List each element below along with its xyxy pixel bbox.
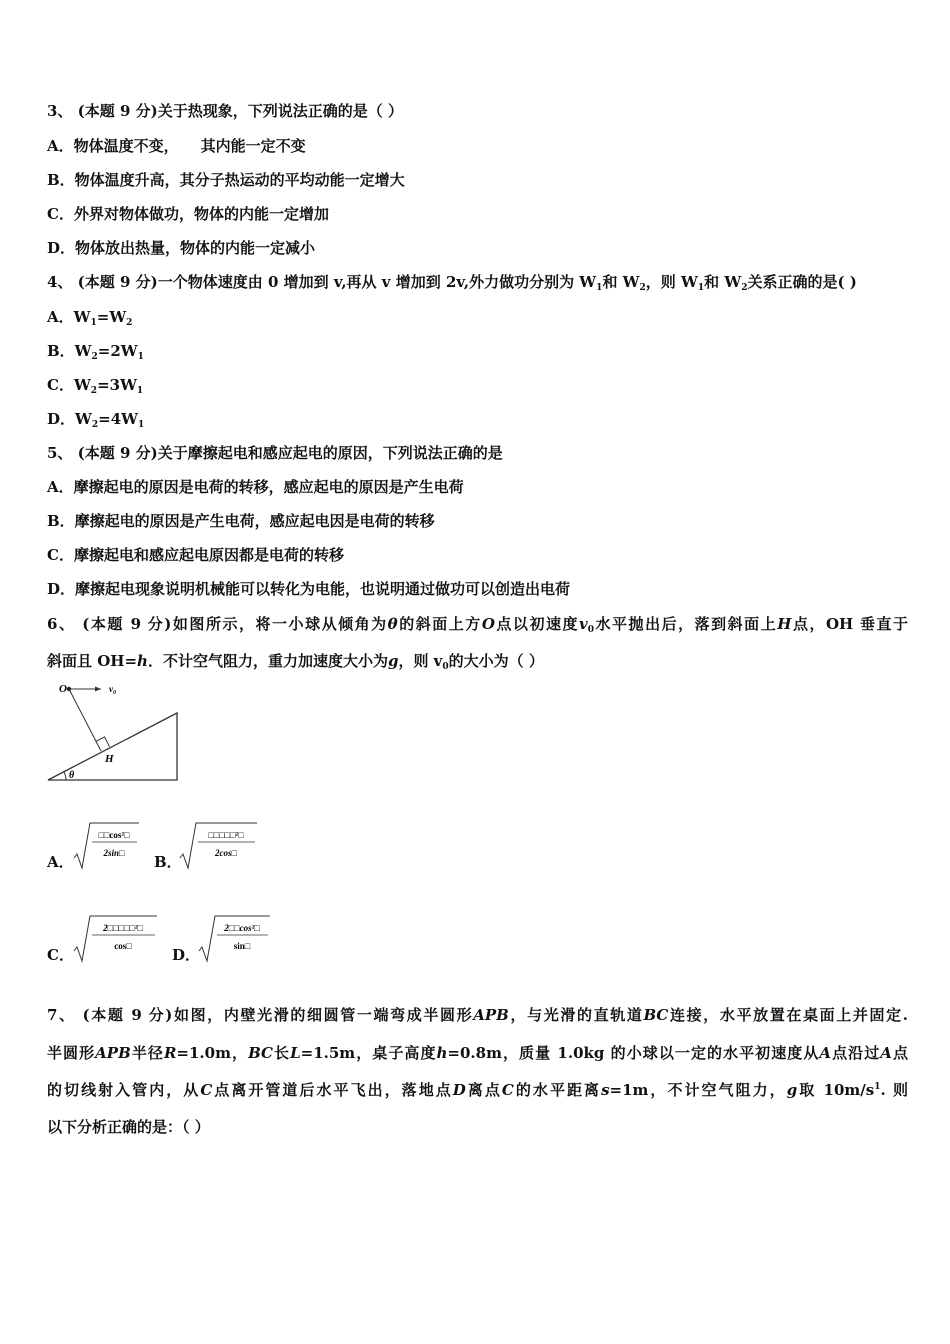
r-symbol: R (163, 1044, 177, 1062)
opt-text: D．W (47, 410, 92, 428)
oh-line (69, 689, 101, 751)
point-h: H (777, 615, 792, 633)
sub: 1 (136, 386, 144, 396)
label-h: H (105, 753, 114, 765)
q6-formula-a (72, 820, 142, 870)
q3-option-a-text: A．物体温度不变， (47, 137, 179, 155)
q7-stem-line2 (47, 1043, 908, 1063)
a-symbol: A (819, 1044, 832, 1062)
text: 的大小为（ ） (448, 652, 544, 670)
sub: 2 (91, 352, 98, 362)
q6-stem-line1 (47, 614, 908, 634)
text: 的斜面上方 (397, 615, 482, 633)
q6-option-c-label: C． (47, 946, 74, 964)
text: 6、 (本题 9 分)如图所示，将一小球从倾角为 (47, 615, 388, 633)
q3-option-d: D．物体放出热量，物体的内能一定减小 (47, 239, 316, 257)
q6-formula-b (178, 820, 260, 870)
q4-stem-part: 关系正确的是( ) (747, 273, 857, 291)
q4-option-b (47, 341, 144, 361)
v-symbol: v (579, 615, 588, 633)
q4-stem-part: 和 W (602, 273, 640, 291)
opt-text: A．W (47, 308, 91, 326)
incline-triangle (48, 713, 177, 780)
text: 取 10m/s (797, 1081, 875, 1099)
formula-c-numerator: 2□□□□□²□ (103, 923, 143, 933)
q5-option-c: C．摩擦起电和感应起电原因都是电荷的转移 (47, 546, 344, 564)
opt-text: =3W (97, 376, 137, 394)
text: 点 (891, 1044, 908, 1062)
q6-formula-c (72, 913, 160, 963)
q3-option-a (47, 136, 306, 156)
formula-b-denominator: 2cos□ (215, 848, 237, 858)
text: 7、 (本题 9 分)如图，内壁光滑的细圆管一端弯成半圆形 (47, 1006, 474, 1024)
text: 的切线射入管内，从 (47, 1081, 201, 1099)
opt-text: =2W (97, 342, 138, 360)
sub: 2 (90, 386, 98, 396)
bc-symbol: BC (643, 1006, 669, 1024)
label-o: O (59, 683, 67, 695)
q3-option-c: C．外界对物体做功，物体的内能一定增加 (47, 205, 329, 223)
text: =1.0m， (176, 1044, 249, 1062)
sub: 1 (697, 283, 705, 293)
opt-text: =W (96, 308, 127, 326)
c-symbol: C (200, 1081, 213, 1099)
q3-stem: 3、 (本题 9 分)关于热现象，下列说法正确的是（ ） (47, 102, 403, 120)
text: 点沿过 (831, 1044, 881, 1062)
q6-formula-d (197, 913, 273, 963)
q6-option-b-label: B． (154, 853, 182, 871)
d-symbol: D (452, 1081, 466, 1099)
point-o: O (481, 615, 495, 633)
sub: 2 (741, 283, 748, 293)
g-symbol: g (786, 1081, 798, 1099)
g-symbol: g (387, 652, 399, 670)
text: ，则 v (398, 652, 443, 670)
text: 长 (272, 1044, 291, 1062)
text: ，与光滑的直轨道 (508, 1006, 644, 1024)
q5-option-d: D．摩擦起电现象说明机械能可以转化为电能，也说明通过做功可以创造出电荷 (47, 580, 571, 598)
q3-option-b: B．物体温度升高，其分子热运动的平均动能一定增大 (47, 171, 405, 189)
q7-stem-line4: 以下分析正确的是：（ ） (47, 1118, 210, 1136)
q5-stem: 5、 (本题 9 分)关于摩擦起电和感应起电的原因，下列说法正确的是 (47, 444, 503, 462)
sub: 1 (137, 352, 144, 362)
arrow-head (95, 687, 101, 692)
sub: 0 (442, 662, 449, 672)
q6-option-d-label: D． (172, 946, 201, 964)
q5-option-b: B．摩擦起电的原因是产生电荷，感应起电因是电荷的转移 (47, 512, 435, 530)
text: 半圆形 (47, 1044, 96, 1062)
h-symbol: h (137, 652, 148, 670)
h-symbol: h (436, 1044, 448, 1062)
s-symbol: s (601, 1081, 610, 1099)
text: 半径 (130, 1044, 164, 1062)
text: 点，OH 垂直于 (791, 615, 908, 633)
formula-a-numerator: □□cos²□ (98, 830, 130, 840)
a-symbol: A (880, 1044, 892, 1062)
sup: 1 (874, 1082, 881, 1092)
q4-stem (47, 272, 857, 292)
text: 连接，水平放置在桌面上并固定. (668, 1006, 908, 1024)
text: 点以初速度 (494, 615, 580, 633)
text: ．不计空气阻力，重力加速度大小为 (147, 652, 388, 670)
text: 的水平距离 (513, 1081, 602, 1099)
text: 水平抛出后，落到斜面上 (594, 615, 778, 633)
q4-stem-part: 4、 (本题 9 分)一个物体速度由 0 增加到 v,再从 v 增加到 2v,外力做功分别为 W (47, 273, 597, 291)
text: =1m，不计空气阻力， (609, 1081, 787, 1099)
angle-arc (64, 772, 66, 780)
apb-symbol: APB (95, 1044, 131, 1062)
q4-option-a (47, 307, 132, 327)
q4-option-d (47, 409, 144, 429)
c-symbol: C (501, 1081, 514, 1099)
formula-b-numerator: □□□□□²□ (208, 830, 244, 840)
label-v0: $v_0$ (109, 684, 116, 696)
formula-d-denominator: sin□ (233, 941, 251, 951)
sub: 1 (596, 283, 603, 293)
theta-symbol: θ (387, 615, 398, 633)
formula-a-denominator: 2sin□ (103, 848, 125, 858)
sub: 1 (137, 420, 145, 430)
text: =0.8m，质量 1.0kg 的小球以一定的水平初速度从 (447, 1044, 820, 1062)
l-symbol: L (290, 1044, 301, 1062)
q7-stem-line1 (47, 1005, 908, 1025)
opt-text: B．W (47, 342, 92, 360)
text: =1.5m，桌子高度 (300, 1044, 437, 1062)
label-theta: θ (69, 770, 75, 781)
q6-stem-line2 (47, 651, 544, 671)
q4-stem-part: 和 W (704, 273, 742, 291)
text: 斜面且 OH= (47, 652, 138, 670)
formula-d-numerator: 2□□cos²□ (224, 923, 260, 933)
q4-stem-part: ，则 W (645, 273, 698, 291)
sub: 2 (126, 318, 133, 328)
sub: 2 (91, 420, 99, 430)
q4-option-c (47, 375, 143, 395)
opt-text: C．W (47, 376, 91, 394)
q6-option-a-label: A． (47, 853, 74, 871)
sub: 1 (90, 318, 97, 328)
q7-stem-line3 (47, 1080, 908, 1100)
formula-c-denominator: cos□ (114, 941, 132, 951)
sub: 0 (587, 625, 594, 635)
sub: 2 (639, 283, 646, 293)
text: . 则 (880, 1081, 908, 1099)
text: 点离开管道后水平飞出，落地点 (212, 1081, 453, 1099)
q5-option-a: A．摩擦起电的原因是电荷的转移，感应起电的原因是产生电荷 (47, 478, 464, 496)
opt-text: =4W (98, 410, 138, 428)
bc-symbol: BC (248, 1044, 273, 1062)
q3-option-a-text2: 其内能一定不变 (200, 137, 306, 155)
text: 离点 (465, 1081, 502, 1099)
incline-figure (45, 680, 185, 786)
apb-symbol: APB (473, 1006, 509, 1024)
